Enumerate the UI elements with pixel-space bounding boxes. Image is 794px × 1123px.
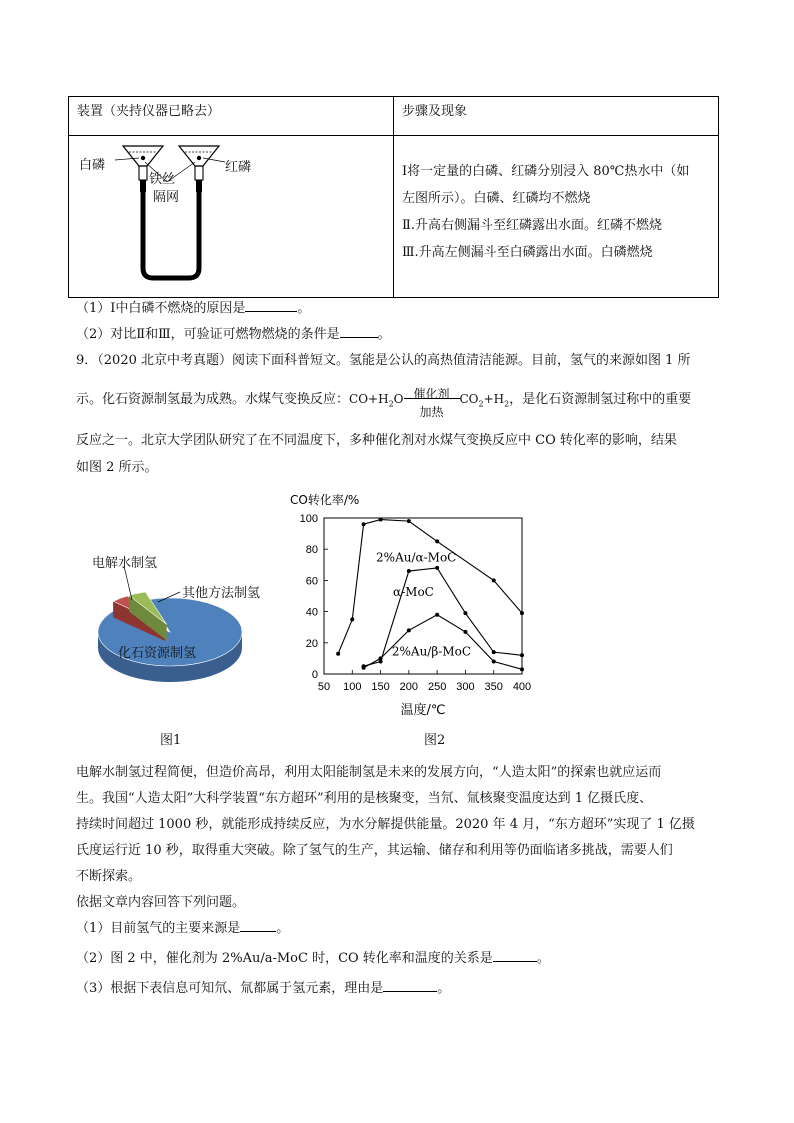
pie-label-fossil: 化石资源制氢 bbox=[118, 646, 197, 661]
x-tick-label: 150 bbox=[371, 681, 390, 693]
answer-blank[interactable] bbox=[245, 297, 297, 312]
answer-blank[interactable] bbox=[383, 977, 437, 992]
x-tick-label: 200 bbox=[399, 681, 419, 693]
y-tick-label: 40 bbox=[305, 606, 318, 619]
q8-sub2-end: 。 bbox=[377, 327, 391, 342]
co-conversion-chart bbox=[288, 486, 538, 726]
x-tick-label: 100 bbox=[343, 681, 362, 693]
data-point bbox=[463, 630, 467, 634]
wire-label: 铁丝 bbox=[149, 172, 176, 187]
q8-sub1-text: （1）Ⅰ中白磷不燃烧的原因是 bbox=[76, 301, 246, 316]
data-point bbox=[379, 656, 383, 660]
q8-sub1-end: 。 bbox=[297, 301, 311, 316]
series-label-1: α-MoC bbox=[393, 585, 434, 599]
equation-right: $CO_2+H_2$ bbox=[459, 392, 510, 409]
table-header-steps: 步骤及现象 bbox=[394, 97, 719, 136]
para-line: 电解水制氢过程简便，但造价高昂，利用太阳能制氢是未来的发展方向，“人造太阳”的探索也就应运而 bbox=[76, 765, 662, 780]
series-label-0: 2%Au/α-MoC bbox=[376, 550, 457, 565]
q9-intro-text-end: ，是化石资源制氢过称中的重要 bbox=[509, 392, 692, 407]
q9-sub1-text: （1）目前氢气的主要来源是 bbox=[76, 921, 241, 936]
q9-sub1 bbox=[76, 916, 289, 942]
pie-label-other: 其他方法制氢 bbox=[182, 586, 261, 601]
q8-sub2 bbox=[76, 322, 391, 348]
data-point bbox=[362, 666, 366, 670]
data-point bbox=[435, 539, 439, 543]
x-tick-label: 400 bbox=[512, 681, 532, 693]
fig2-caption: 图2 bbox=[424, 733, 446, 748]
q9-intro-line2 bbox=[76, 386, 691, 417]
q9-sub3-end: 。 bbox=[437, 981, 451, 996]
series-label-2: 2%Au/β-MoC bbox=[391, 644, 472, 659]
data-point bbox=[520, 653, 524, 657]
y-tick-label: 0 bbox=[311, 669, 318, 681]
pie-leader bbox=[124, 566, 132, 600]
q8-sub2-text: （2）对比Ⅱ和Ⅲ，可验证可燃物燃烧的条件是 bbox=[76, 327, 340, 342]
q8-sub1 bbox=[76, 296, 310, 322]
white-phosphorus-label: 白磷 bbox=[79, 158, 106, 173]
data-point bbox=[492, 660, 496, 664]
y-tick-label: 60 bbox=[305, 575, 318, 588]
q9-intro-line: 9．（2020 北京中考真题）阅读下面科普短文。氢能是公认的高热值清洁能源。目前，氢气的来源如图 1 所 bbox=[76, 353, 691, 368]
q9-sub3 bbox=[76, 976, 450, 1002]
data-point bbox=[336, 652, 340, 656]
y-tick-label: 100 bbox=[299, 513, 318, 525]
net-label: 隔网 bbox=[153, 190, 180, 205]
q9-sub2-end: 。 bbox=[536, 951, 550, 966]
data-point bbox=[362, 522, 366, 526]
experiment-table bbox=[68, 96, 719, 298]
x-axis-label: 温度/℃ bbox=[400, 703, 446, 718]
x-tick-label: 50 bbox=[317, 681, 331, 693]
steps-cell bbox=[394, 136, 719, 298]
y-tick-label: 20 bbox=[305, 637, 318, 650]
data-point bbox=[350, 617, 354, 621]
equation-condition: 催化剂 加热 bbox=[404, 387, 460, 413]
step-line: Ⅱ.升高右侧漏斗至红磷露出水面。红磷不燃烧 bbox=[402, 218, 662, 233]
y-tick-label: 80 bbox=[305, 544, 318, 557]
q9-sub2 bbox=[76, 946, 550, 972]
series-line-2 bbox=[364, 615, 522, 670]
pie-label-electrolysis: 电解水制氢 bbox=[92, 556, 158, 571]
q9-intro-line4: 如图 2 所示。 bbox=[76, 460, 158, 475]
q9-sub2-text: （2）图 2 中，催化剂为 2%Au/a-MoC 时，CO 转化率和温度的关系是 bbox=[76, 951, 493, 966]
data-point bbox=[492, 578, 496, 582]
x-tick-label: 300 bbox=[456, 681, 475, 693]
para-line: 持续时间超过 1000 秒，就能形成持续反应，为水分解提供能量。2020 年 4 月，“东方超环”实现了 1 亿摄 bbox=[76, 817, 695, 832]
y-axis-label: CO转化率/% bbox=[290, 493, 360, 507]
para-line: 不断探索。 bbox=[76, 869, 142, 884]
answer-blank[interactable] bbox=[493, 947, 537, 962]
data-point bbox=[492, 650, 496, 654]
q9-sub3-text: （3）根据下表信息可知氘、氚都属于氢元素，理由是 bbox=[76, 981, 384, 996]
para-line: 生。我国“人造太阳”大科学装置“东方超环”利用的是核聚变，当氘、氚核聚变温度达到 1 亿摄氏度、 bbox=[76, 791, 653, 806]
para-line: 氏度运行近 10 秒，取得重大突破。除了氢气的生产，其运输、储存和利用等仍面临诸多挑战，需要人们 bbox=[76, 843, 673, 858]
answer-blank[interactable] bbox=[340, 323, 378, 338]
data-point bbox=[435, 613, 439, 617]
step-line: Ⅲ.升高左侧漏斗至白磷露出水面。白磷燃烧 bbox=[402, 245, 653, 260]
data-point bbox=[463, 611, 467, 615]
data-point bbox=[435, 566, 439, 570]
instruction: 依据文章内容回答下列问题。 bbox=[76, 895, 246, 910]
q9-intro-line3: 反应之一。北京大学团队研究了在不同温度下，多种催化剂对水煤气变换反应中 CO 转化率的影响，结果 bbox=[76, 433, 677, 448]
fig1-caption: 图1 bbox=[160, 733, 182, 748]
data-point bbox=[407, 569, 411, 573]
steps-list bbox=[394, 136, 718, 266]
table-header-apparatus: 装置（夹持仪器已略去） bbox=[69, 97, 394, 136]
data-point bbox=[407, 628, 411, 632]
x-tick-label: 250 bbox=[427, 681, 447, 693]
q9-sub1-end: 。 bbox=[276, 921, 290, 936]
apparatus-cell bbox=[69, 136, 394, 298]
data-point bbox=[379, 518, 383, 522]
step-line: 左图所示）。白磷、红磷均不燃烧 bbox=[402, 191, 591, 206]
step-line: Ⅰ将一定量的白磷、红磷分别浸入 80℃热水中（如 bbox=[402, 164, 690, 179]
equation-left: $CO+H_2O$ bbox=[349, 392, 404, 409]
q9-intro-text: 示。化石资源制氢最为成熟。水煤气变换反应： bbox=[76, 392, 350, 407]
answer-blank[interactable] bbox=[240, 917, 276, 932]
red-phosphorus-label: 红磷 bbox=[225, 160, 252, 175]
data-point bbox=[407, 519, 411, 523]
data-point bbox=[520, 667, 524, 671]
data-point bbox=[520, 611, 524, 615]
x-tick-label: 350 bbox=[484, 681, 503, 693]
